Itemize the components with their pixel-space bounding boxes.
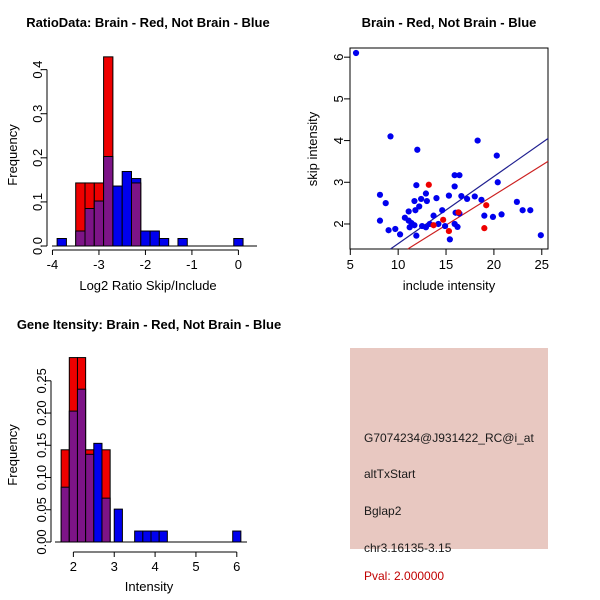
scatter-point-blue [413, 233, 419, 239]
scatter-point-blue [472, 193, 478, 199]
x-tick-label: 3 [110, 559, 118, 574]
y-tick-label: 0.1 [30, 192, 45, 211]
histogram-bar [178, 239, 187, 246]
scatter-point-red [440, 217, 446, 223]
scatter-point-blue [423, 190, 429, 196]
scatter-point-blue [527, 207, 533, 213]
x-tick-label: 10 [390, 257, 406, 272]
x-tick-label: 0 [234, 257, 243, 272]
scatter-point-blue [411, 198, 417, 204]
scatter-point-blue [416, 203, 422, 209]
histogram-bar [94, 443, 102, 542]
gene-histogram-ylabel: Frequency [5, 424, 20, 486]
y-tick-label: 4 [331, 136, 346, 145]
histogram-bar-overlap [69, 411, 77, 542]
scatter-point-blue [433, 195, 439, 201]
y-tick-label: 0.00 [34, 529, 49, 555]
scatter-point-blue [385, 227, 391, 233]
ratio-histogram-plot [30, 57, 257, 272]
histogram-bar-overlap [131, 183, 140, 246]
ratio-histogram-title: RatioData: Brain - Red, Not Brain - Blue [26, 15, 270, 30]
splice-event-type-text: altTxStart [364, 467, 416, 481]
scatter-point-blue [475, 137, 481, 143]
y-tick-label: 0.4 [30, 60, 45, 79]
histogram-bar [122, 171, 131, 246]
scatter-point-blue [494, 152, 500, 158]
scatter-point-blue [447, 236, 453, 242]
fit-line [391, 138, 549, 249]
scatter-point-blue [439, 207, 445, 213]
scatter-point-blue [353, 50, 359, 56]
y-tick-label: 0.10 [34, 464, 49, 491]
y-tick-label: 0.0 [30, 236, 45, 256]
x-tick-label: 20 [486, 257, 502, 272]
info-panel [300, 300, 600, 600]
ratio-histogram-svg [0, 0, 300, 300]
ratio-histogram-ylabel: Frequency [5, 124, 20, 186]
ratio-histogram-panel [0, 0, 300, 300]
scatter-point-blue [406, 208, 412, 214]
scatter-point-red [426, 182, 432, 188]
histogram-bar-overlap [76, 231, 85, 246]
y-tick-label: 0.15 [34, 432, 49, 458]
y-tick-label: 0.25 [34, 368, 49, 394]
scatter-xlabel: include intensity [402, 278, 496, 293]
scatter-point-blue [495, 179, 501, 185]
histogram-bar-overlap [102, 498, 110, 542]
scatter-plot [331, 48, 549, 272]
y-tick-label: 0.3 [30, 104, 45, 123]
gene-histogram-title: Gene Itensity: Brain - Red, Not Brain - Blue [16, 317, 282, 332]
histogram-bar [234, 239, 243, 246]
histogram-bar [57, 239, 66, 246]
histogram-bar-overlap [94, 201, 103, 246]
scatter-point-blue [414, 147, 420, 153]
histogram-bar-overlap [86, 454, 94, 542]
scatter-point-blue [458, 193, 464, 199]
scatter-ylabel: skip intensity [305, 111, 320, 187]
scatter-point-red [481, 225, 487, 231]
scatter-point-blue [392, 226, 398, 232]
x-tick-label: 25 [534, 257, 550, 272]
scatter-point-blue [538, 232, 544, 238]
x-tick-label: 6 [233, 559, 241, 574]
x-tick-label: 15 [438, 257, 454, 272]
gene-histogram-svg [0, 300, 300, 600]
histogram-bar [150, 231, 159, 246]
fit-line [408, 161, 548, 249]
histogram-bar-overlap [61, 487, 69, 542]
gene-histogram-plot [34, 358, 247, 574]
chromosome-location-text: chr3.16135-3.15 [364, 541, 452, 555]
scatter-point-blue [498, 211, 504, 217]
y-tick-label: 2 [331, 220, 346, 228]
scatter-point-blue [397, 231, 403, 237]
gene-info-box [350, 348, 548, 583]
scatter-point-blue [454, 224, 460, 230]
scatter-svg [300, 0, 600, 300]
scatter-point-blue [490, 214, 496, 220]
histogram-bar [159, 239, 168, 246]
y-tick-label: 0.20 [34, 400, 49, 426]
scatter-title: Brain - Red, Not Brain - Blue [361, 15, 537, 30]
scatter-point-red [430, 222, 436, 228]
scatter-point-blue [446, 193, 452, 199]
histogram-bar-overlap [77, 389, 85, 542]
histogram-bar-overlap [85, 209, 94, 246]
scatter-point-red [455, 209, 461, 215]
scatter-point-blue [377, 218, 383, 224]
scatter-point-red [483, 202, 489, 208]
scatter-panel [300, 0, 600, 300]
scatter-point-blue [430, 213, 436, 219]
histogram-bar [233, 531, 241, 542]
x-tick-label: -3 [93, 257, 105, 272]
scatter-point-blue [377, 192, 383, 198]
histogram-bar [135, 531, 143, 542]
scatter-point-blue [418, 196, 424, 202]
x-tick-label: 5 [192, 559, 200, 574]
scatter-point-blue [387, 133, 393, 139]
scatter-point-blue [442, 223, 448, 229]
scatter-point-blue [383, 200, 389, 206]
histogram-bar [151, 531, 159, 542]
y-tick-label: 5 [331, 95, 346, 103]
histogram-bar [141, 231, 150, 246]
histogram-bar [159, 531, 167, 542]
gene-symbol-text: Bglap2 [364, 504, 402, 518]
scatter-point-blue [456, 172, 462, 178]
histogram-bar [113, 186, 122, 246]
x-tick-label: 5 [346, 257, 354, 272]
scatter-point-red [446, 228, 452, 234]
ratio-histogram-xlabel: Log2 Ratio Skip/Include [79, 278, 217, 293]
scatter-point-blue [413, 182, 419, 188]
scatter-point-blue [520, 207, 526, 213]
y-tick-label: 6 [331, 53, 346, 61]
x-tick-label: 4 [151, 559, 159, 574]
y-tick-label: 3 [331, 178, 346, 186]
histogram-bar-overlap [104, 156, 113, 246]
scatter-point-blue [424, 198, 430, 204]
scatter-point-blue [514, 199, 520, 205]
x-tick-label: 2 [69, 559, 78, 574]
gene-histogram-xlabel: Intensity [124, 579, 174, 594]
histogram-bar [143, 531, 151, 542]
y-tick-label: 0.2 [30, 148, 45, 167]
scatter-point-blue [478, 197, 484, 203]
x-tick-label: -1 [186, 257, 198, 272]
x-tick-label: -2 [139, 257, 152, 272]
scatter-point-blue [464, 196, 470, 202]
histogram-bar [114, 509, 122, 542]
pval-text: Pval: 2.000000 [364, 569, 445, 583]
probe-id-text: G7074234@J931422_RC@i_at [364, 431, 534, 445]
scatter-point-blue [452, 183, 458, 189]
scatter-point-blue [407, 224, 413, 230]
y-tick-label: 0.05 [34, 497, 49, 523]
x-tick-label: -4 [46, 257, 59, 272]
gene-histogram-panel [0, 300, 300, 600]
scatter-point-blue [481, 213, 487, 219]
